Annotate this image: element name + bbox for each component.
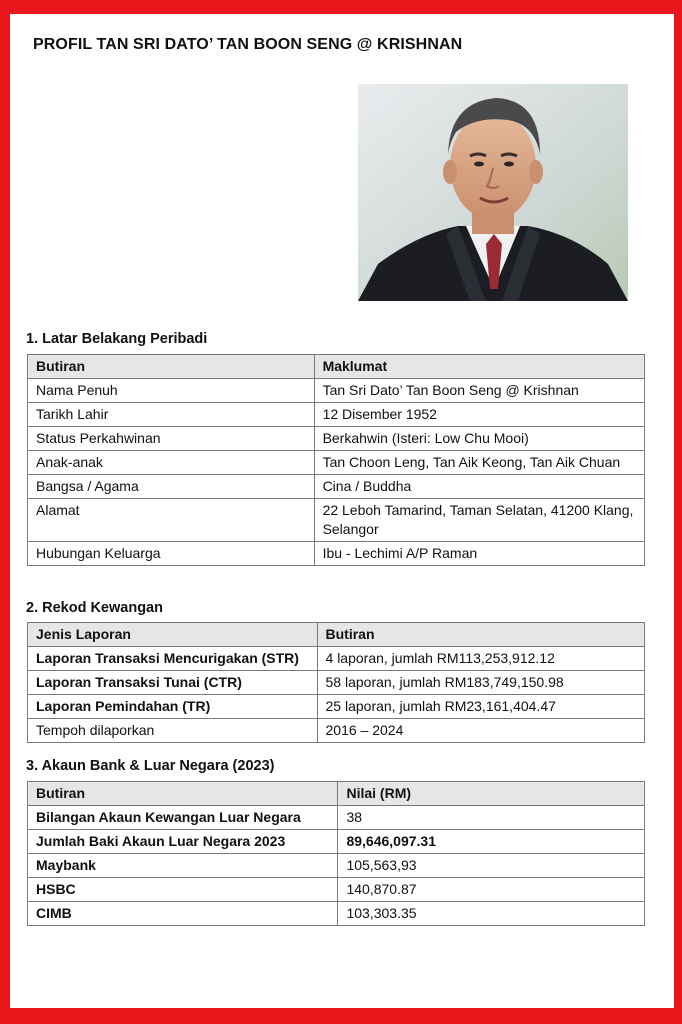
row-value: 58 laporan, jumlah RM183,749,150.98 [317,671,644,695]
section-bank-title: 3. Akaun Bank & Luar Negara (2023) [26,758,275,774]
column-header: Jenis Laporan [28,623,318,647]
section-personal-title: 1. Latar Belakang Peribadi [26,331,208,347]
financial-records-table [27,622,645,743]
row-label: Status Perkahwinan [28,427,315,451]
row-label: Hubungan Keluarga [28,542,315,566]
table-row [28,451,645,475]
row-label: Anak-anak [28,451,315,475]
table-header-row [28,355,645,379]
row-value: 4 laporan, jumlah RM113,253,912.12 [317,647,644,671]
column-header: Butiran [28,782,338,806]
table-row [28,542,645,566]
column-header: Nilai (RM) [338,782,645,806]
row-label: Bilangan Akaun Kewangan Luar Negara [28,806,338,830]
row-value: 103,303.35 [338,902,645,926]
row-value: 2016 – 2024 [317,719,644,743]
portrait-illustration [358,84,628,301]
table-header-row [28,782,645,806]
table-row [28,878,645,902]
row-value: 25 laporan, jumlah RM23,161,404.47 [317,695,644,719]
column-header: Butiran [28,355,315,379]
table-row [28,719,645,743]
row-label: Laporan Pemindahan (TR) [28,695,318,719]
page-title: PROFIL TAN SRI DATO’ TAN BOON SENG @ KRISHNAN [33,36,463,53]
table-row [28,671,645,695]
table-row [28,902,645,926]
row-value: Tan Sri Dato’ Tan Boon Seng @ Krishnan [314,379,644,403]
row-label: Tempoh dilaporkan [28,719,318,743]
table-row [28,854,645,878]
table-row [28,427,645,451]
row-value: 105,563,93 [338,854,645,878]
column-header: Maklumat [314,355,644,379]
table-row [28,499,645,542]
row-value: Berkahwin (Isteri: Low Chu Mooi) [314,427,644,451]
row-value: Tan Choon Leng, Tan Aik Keong, Tan Aik Chuan [314,451,644,475]
row-value: 22 Leboh Tamarind, Taman Selatan, 41200 Klang, Selangor [314,499,644,542]
table-row [28,695,645,719]
row-label: Nama Penuh [28,379,315,403]
row-label: Laporan Transaksi Tunai (CTR) [28,671,318,695]
row-value: Ibu - Lechimi A/P Raman [314,542,644,566]
row-value: 89,646,097.31 [338,830,645,854]
row-label: Tarikh Lahir [28,403,315,427]
row-value: 140,870.87 [338,878,645,902]
row-value: 12 Disember 1952 [314,403,644,427]
row-label: HSBC [28,878,338,902]
row-value: Cina / Buddha [314,475,644,499]
personal-background-table [27,354,645,566]
row-label: Bangsa / Agama [28,475,315,499]
table-row [28,379,645,403]
column-header: Butiran [317,623,644,647]
row-label: Laporan Transaksi Mencurigakan (STR) [28,647,318,671]
row-label: Maybank [28,854,338,878]
row-label: Alamat [28,499,315,542]
row-label: Jumlah Baki Akaun Luar Negara 2023 [28,830,338,854]
section-financial-title: 2. Rekod Kewangan [26,600,163,616]
portrait-photo [358,84,628,301]
row-label: CIMB [28,902,338,926]
table-header-row [28,623,645,647]
bank-accounts-table [27,781,645,926]
table-row [28,475,645,499]
table-row [28,830,645,854]
table-row [28,403,645,427]
row-value: 38 [338,806,645,830]
table-row [28,806,645,830]
table-row [28,647,645,671]
